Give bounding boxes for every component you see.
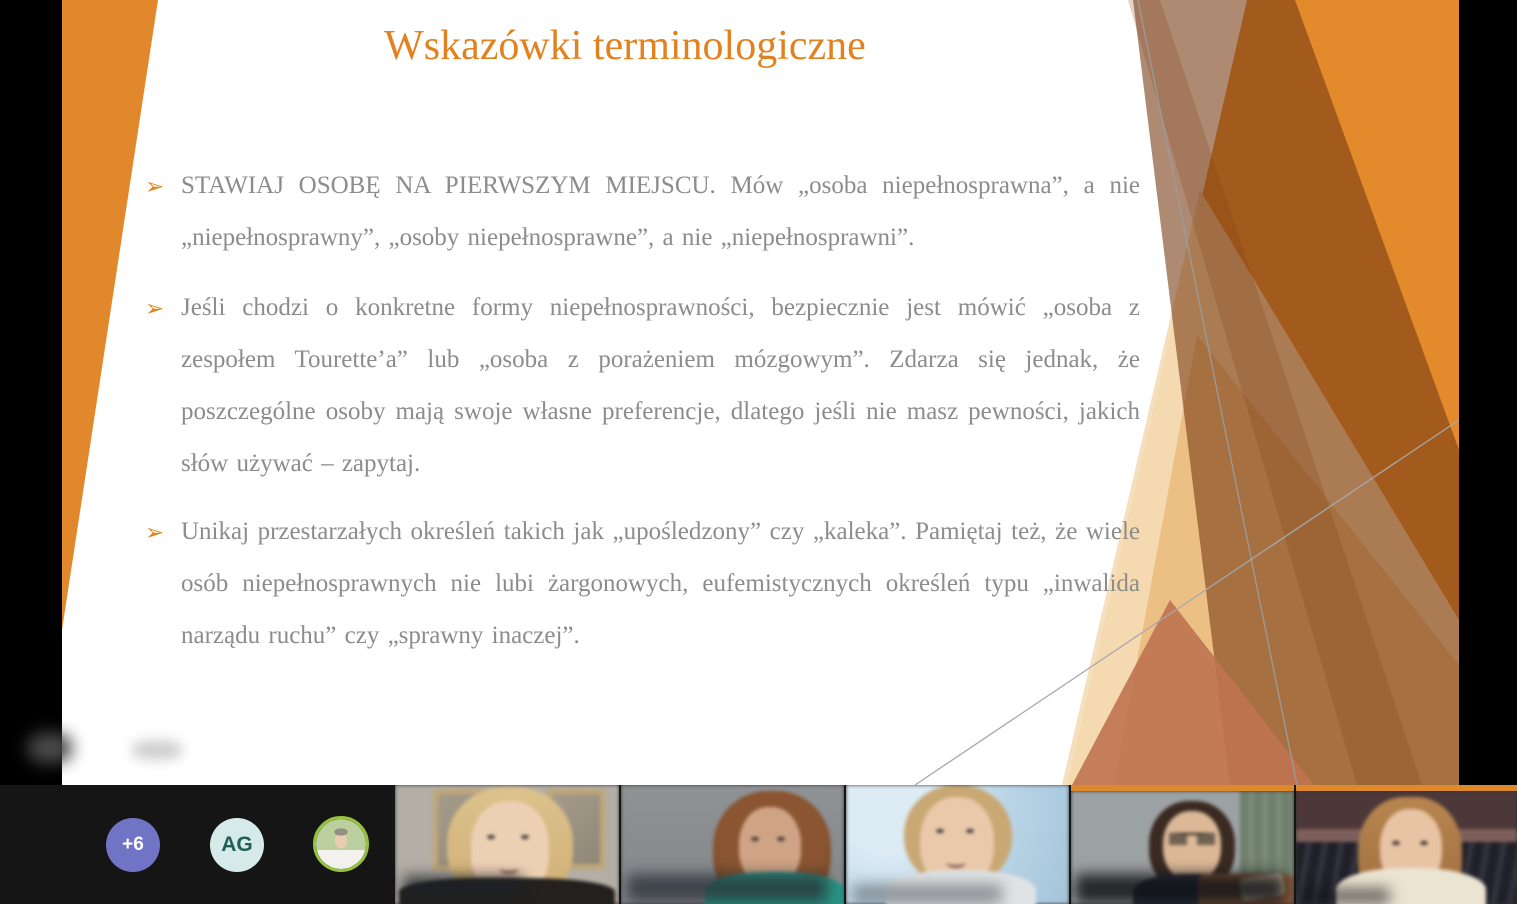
bullet-text-3: Unikaj przestarzałych określeń takich jak „upośledzony” czy „kaleka”. Pamiętaj też, że wiele osób niepełnosprawnych nie lubi żargonowych, eufemistycznych określeń typu „inwalida narządu ruchu” czy „sprawny inaczej”. xyxy=(181,518,1140,649)
initials-label: AG xyxy=(221,833,253,856)
bullet-item-3 xyxy=(145,506,1140,662)
bullet-item-2 xyxy=(145,282,1140,490)
bullet-arrow-icon: ➢ xyxy=(145,295,165,321)
bullet-item-1 xyxy=(145,160,1140,264)
person-face xyxy=(1163,811,1221,881)
participant-initials-avatar[interactable] xyxy=(210,818,264,872)
shared-screen-slide xyxy=(62,0,1459,785)
blurred-name-label xyxy=(1300,888,1390,904)
overflow-count-label: +6 xyxy=(122,834,144,855)
participant-video-2[interactable] xyxy=(621,785,844,904)
bullet-arrow-icon: ➢ xyxy=(145,519,165,545)
blurred-name-label xyxy=(627,874,827,902)
participant-video-1[interactable] xyxy=(395,785,619,904)
blurred-watermark xyxy=(132,740,182,760)
avatar-photo xyxy=(316,819,366,869)
blurred-name-label xyxy=(1075,874,1285,904)
blurred-watermark-edge xyxy=(28,733,72,763)
participant-photo-avatar[interactable] xyxy=(313,816,369,872)
bullet-text-2: Jeśli chodzi o konkretne formy niepełnosprawności, bezpiecznie jest mówić „osoba z zespołem Tourette’a” lub „osoba z porażeniem mózgowym”. Zdarza się jednak, że poszczególne osoby mają swoje własne preferencje, dlatego jeśli nie masz pewności, jakich słów używać – zapytaj. xyxy=(181,294,1140,477)
participant-video-4[interactable] xyxy=(1071,785,1294,904)
slide-title: Wskazówki terminologiczne xyxy=(384,23,866,69)
blurred-name-label xyxy=(852,884,1002,904)
overflow-count-badge[interactable] xyxy=(106,818,160,872)
blurred-name-label xyxy=(403,876,523,900)
participant-video-3[interactable] xyxy=(846,785,1069,904)
participant-strip xyxy=(0,785,1517,904)
participant-video-5[interactable] xyxy=(1296,785,1517,904)
bullet-arrow-icon: ➢ xyxy=(145,173,165,199)
bullet-text-1: STAWIAJ OSOBĘ NA PIERWSZYM MIEJSCU. Mów „osoba niepełnosprawna”, a nie „niepełnosprawny”, „osoby niepełnosprawne”, a nie „niepełnosprawni”. xyxy=(181,172,1140,251)
glasses xyxy=(1169,833,1215,845)
hidden-participants-group xyxy=(0,785,395,904)
